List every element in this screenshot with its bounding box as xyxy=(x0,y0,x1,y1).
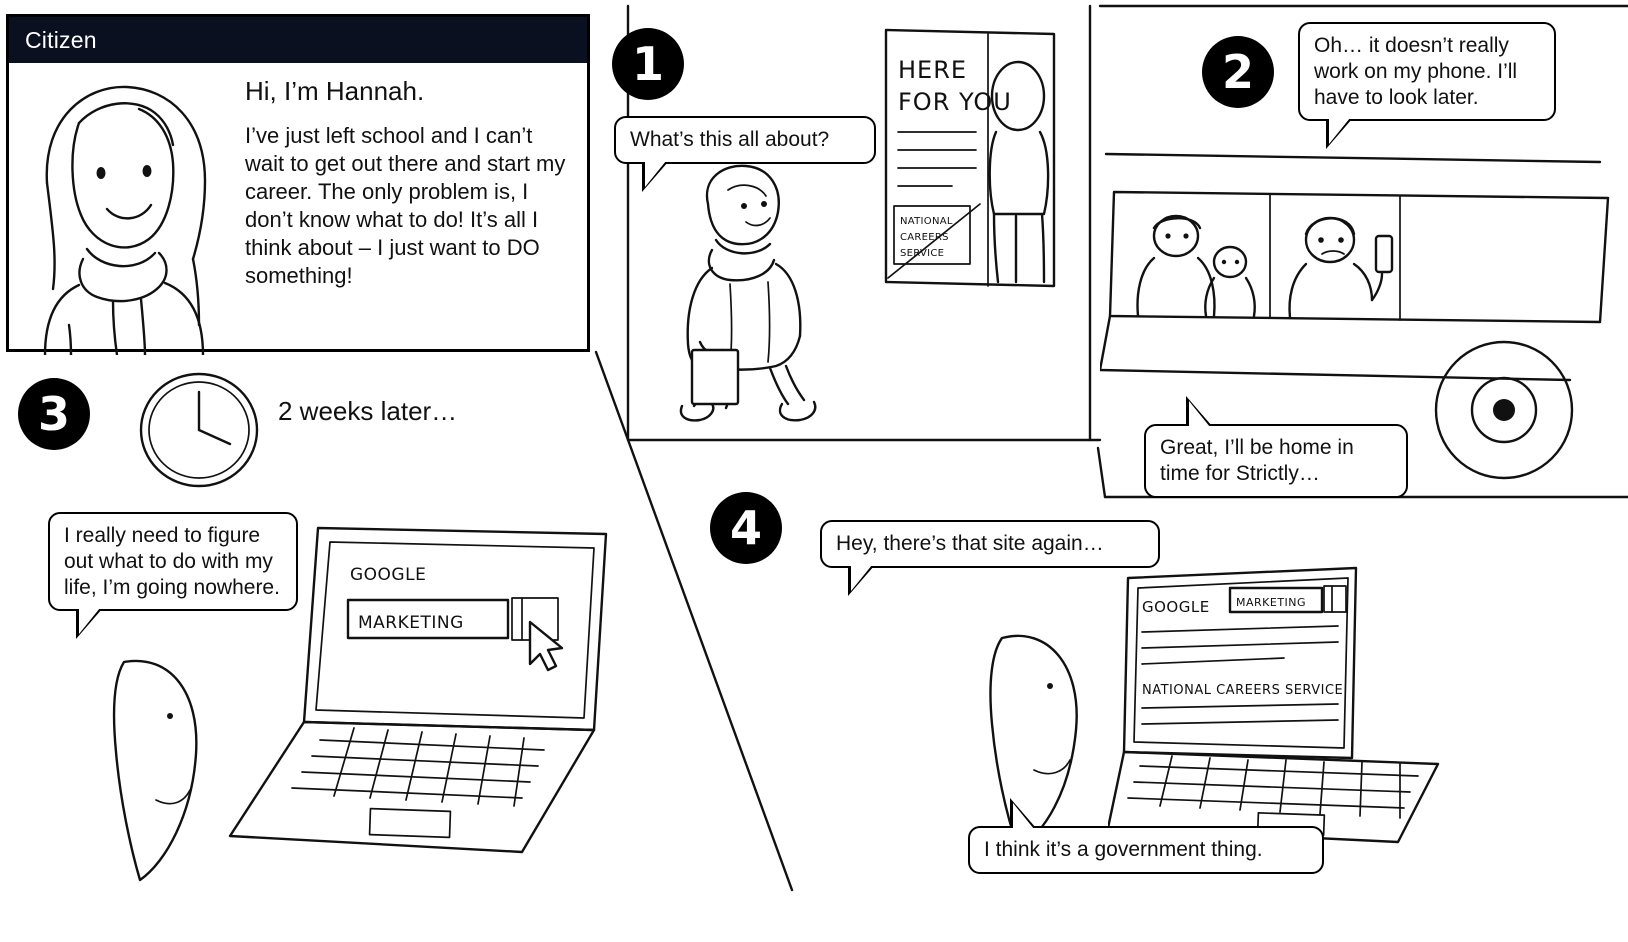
laptop-4-result: NATIONAL CAREERS SERVICE xyxy=(1142,683,1344,698)
svg-text:CAREERS: CAREERS xyxy=(900,232,949,243)
panel-2-badge: 2 xyxy=(1202,36,1274,108)
bubble-tail-inner xyxy=(79,608,100,634)
poster-line2: FOR YOU xyxy=(898,88,1012,116)
bubble-tail-inner xyxy=(1189,401,1210,427)
panel-1-bubble-1 xyxy=(614,116,876,164)
bubble-tail-inner xyxy=(851,565,872,591)
laptop-4 xyxy=(1108,556,1468,856)
panel-3-bubble-1-text: I really need to figure out what to do with my life, I’m going nowhere. xyxy=(64,524,280,599)
laptop-3 xyxy=(222,518,622,858)
panel-1-bubble-1-text: What’s this all about? xyxy=(630,128,830,151)
clock-icon xyxy=(132,366,266,494)
hannah-walking-figure xyxy=(672,160,842,425)
svg-text:SERVICE: SERVICE xyxy=(900,248,945,259)
panel-2-bubble-2-text: Great, I’ll be home in time for Strictly… xyxy=(1160,436,1354,485)
panel-3-badge: 3 xyxy=(18,378,90,450)
panel-4-bubble-2-text: I think it’s a government thing. xyxy=(984,838,1263,861)
hannah-back-of-head-4 xyxy=(972,620,1102,850)
panel-2-bubble-1-text: Oh… it doesn’t really work on my phone. I’ll have to look later. xyxy=(1314,34,1518,109)
panel-4-bubble-1-text: Hey, there’s that site again… xyxy=(836,532,1104,555)
laptop-4-search-value: MARKETING xyxy=(1236,596,1307,609)
careers-poster xyxy=(876,20,1076,300)
bubble-tail-inner xyxy=(1013,803,1034,829)
citizen-greeting: Hi, I’m Hannah. xyxy=(245,76,425,106)
bubble-tail-inner xyxy=(645,161,666,187)
laptop-4-brand: GOOGLE xyxy=(1142,598,1210,616)
citizen-card-body xyxy=(9,63,587,349)
poster-line1: HERE xyxy=(898,56,968,84)
panel-2-bubble-1 xyxy=(1298,22,1556,121)
citizen-card-text xyxy=(241,63,587,349)
panel-4-bubble-2 xyxy=(968,826,1324,874)
hannah-back-of-head-3 xyxy=(96,648,226,888)
panel-3-caption: 2 weeks later… xyxy=(278,396,458,426)
hannah-portrait xyxy=(9,63,241,349)
citizen-card-header xyxy=(9,17,587,63)
laptop-3-search-value: MARKETING xyxy=(358,613,464,633)
citizen-intro-card xyxy=(6,14,590,352)
citizen-paragraph: I’ve just left school and I can’t wait to get out there and start my career. The only problem is, I don’t know what to do! It’s all I think about – I just want to DO something! xyxy=(245,122,566,289)
panel-1-badge: 1 xyxy=(612,28,684,100)
citizen-card-header-label: Citizen xyxy=(25,26,97,53)
panel-4-badge: 4 xyxy=(710,492,782,564)
panel-2-bubble-2 xyxy=(1144,424,1408,498)
laptop-3-brand: GOOGLE xyxy=(350,565,427,585)
svg-text:NATIONAL: NATIONAL xyxy=(900,216,953,227)
